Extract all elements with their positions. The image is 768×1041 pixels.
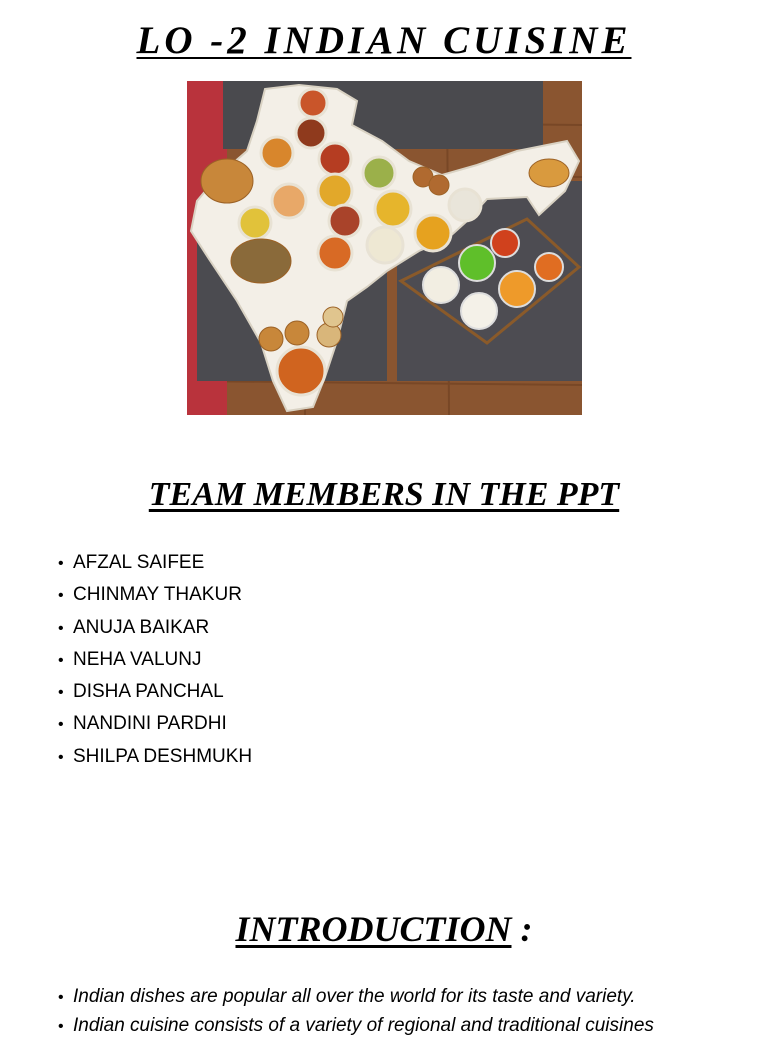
member-name: NEHA VALUNJ [73, 648, 202, 670]
list-item [58, 580, 252, 612]
list-item [58, 982, 654, 1011]
introduction-heading-suffix: : [511, 909, 533, 949]
list-item [58, 709, 252, 741]
bullet-icon: • [58, 555, 64, 572]
list-item [58, 742, 252, 774]
bullet-icon: • [58, 1018, 64, 1035]
introduction-list [58, 982, 654, 1040]
team-members-list [58, 548, 252, 774]
member-name: AFZAL SAIFEE [73, 552, 205, 573]
intro-point: Indian cuisine consists of a variety of regional and traditional cuisines [73, 1015, 654, 1036]
member-name: ANUJA BAIKAR [73, 616, 210, 638]
indian-thali-map-image [187, 81, 582, 415]
member-name: DISHA PANCHAL [73, 681, 224, 703]
bullet-icon: • [58, 587, 64, 605]
member-name: CHINMAY THAKUR [73, 584, 242, 606]
bullet-icon: • [58, 684, 64, 702]
team-members-heading: TEAM MEMBERS IN THE PPT [148, 476, 620, 513]
list-item [58, 1011, 654, 1040]
bullet-icon: • [58, 716, 64, 734]
list-item [58, 548, 252, 580]
introduction-heading-text: INTRODUCTION [235, 909, 512, 949]
list-item [58, 613, 252, 645]
bullet-icon: • [58, 619, 64, 637]
introduction-heading [0, 908, 768, 950]
intro-point: Indian dishes are popular all over the world for its taste and variety. [73, 986, 636, 1007]
page-title: LO -2 INDIAN CUISINE [136, 19, 632, 62]
member-name: NANDINI PARDHI [73, 713, 227, 735]
list-item [58, 645, 252, 677]
list-item [58, 677, 252, 709]
bullet-icon: • [58, 748, 64, 766]
bullet-icon: • [58, 651, 64, 669]
member-name: SHILPA DESHMUKH [73, 745, 253, 767]
bullet-icon: • [58, 989, 64, 1006]
